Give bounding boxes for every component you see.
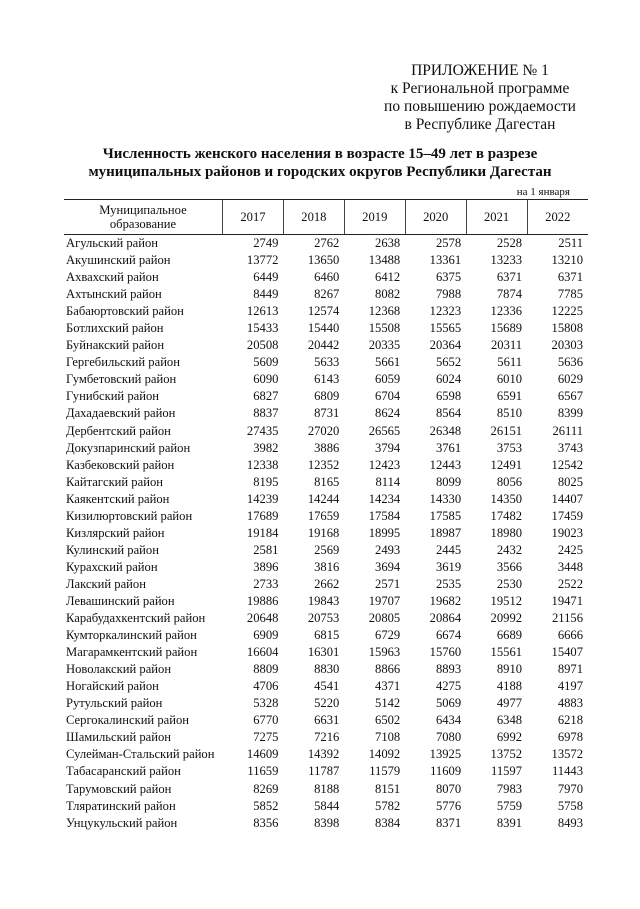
population-value: 19843 — [307, 594, 340, 608]
table-row — [64, 729, 588, 746]
population-value: 2530 — [496, 576, 523, 591]
population-value: 12352 — [307, 457, 340, 472]
population-value: 11443 — [551, 764, 583, 779]
population-value: 6591 — [496, 389, 523, 404]
population-value: 5609 — [253, 355, 279, 370]
population-value: 8564 — [435, 406, 462, 421]
title-line: Численность женского населения в возрасте 15–49 лет в разрезе — [102, 146, 538, 162]
population-value: 8082 — [375, 287, 401, 302]
table-row — [64, 627, 588, 644]
population-value: 8493 — [557, 815, 583, 830]
population-value: 11659 — [247, 764, 279, 779]
population-value: 11787 — [308, 764, 340, 779]
population-value: 2511 — [558, 236, 583, 251]
appendix-line: в Республике Дагестан — [404, 116, 556, 133]
population-value: 5652 — [435, 355, 462, 370]
population-value: 14092 — [368, 747, 401, 762]
population-value: 8025 — [557, 474, 583, 489]
population-value: 3982 — [253, 440, 279, 455]
population-value: 2569 — [314, 542, 340, 557]
population-value: 6449 — [253, 270, 279, 285]
population-value: 4275 — [435, 679, 462, 694]
population-value: 21156 — [551, 611, 583, 626]
population-value: 2733 — [253, 576, 279, 591]
population-value: 8391 — [496, 815, 523, 830]
population-value: 26348 — [429, 423, 462, 438]
column-header-year: 2018 — [283, 200, 344, 235]
table-row — [64, 405, 588, 422]
table-row — [64, 303, 588, 320]
population-value: 5633 — [314, 355, 340, 370]
table-row — [64, 252, 588, 269]
population-value: 7275 — [253, 730, 279, 745]
municipality-name: Буйнакский район — [66, 338, 165, 353]
population-value: 12574 — [307, 304, 340, 319]
table-row — [64, 388, 588, 405]
table-row — [64, 320, 588, 337]
population-value: 2493 — [375, 542, 401, 557]
population-value: 2571 — [375, 576, 401, 591]
population-value: 12368 — [368, 304, 401, 319]
municipality-name: Ногайский район — [66, 679, 159, 694]
population-value: 15508 — [368, 321, 401, 336]
population-value: 6024 — [435, 372, 462, 387]
municipality-name: Гергебильский район — [66, 355, 180, 370]
municipality-name: Рутульский район — [66, 696, 163, 711]
column-header-year: 2017 — [223, 200, 284, 235]
population-value: 20805 — [368, 611, 401, 626]
population-value: 12542 — [551, 457, 583, 472]
table-row — [64, 508, 588, 525]
population-value: 3743 — [557, 440, 583, 455]
population-value: 8731 — [314, 406, 340, 421]
population-value: 12443 — [429, 457, 462, 472]
date-note: на 1 января — [516, 186, 570, 198]
population-value: 26565 — [368, 423, 401, 438]
municipality-name: Тарумовский район — [66, 781, 172, 796]
population-value: 26151 — [490, 423, 523, 438]
municipality-name: Сулейман-Стальский район — [66, 747, 215, 762]
municipality-name: Левашинский район — [66, 594, 175, 608]
population-value: 2662 — [314, 576, 340, 591]
population-value: 8267 — [314, 287, 340, 302]
population-value: 8165 — [314, 474, 340, 489]
population-value: 15561 — [490, 645, 523, 660]
population-value: 17482 — [490, 508, 523, 523]
population-value: 5328 — [253, 696, 279, 711]
population-value: 3896 — [253, 559, 279, 574]
population-value: 19682 — [429, 594, 462, 608]
population-value: 2425 — [557, 542, 583, 557]
population-value: 2762 — [314, 236, 340, 251]
population-value: 19471 — [551, 594, 583, 608]
municipality-name: Сергокалинский район — [66, 713, 189, 728]
table-row — [64, 593, 588, 610]
population-value: 11579 — [369, 764, 401, 779]
population-value: 7785 — [557, 287, 583, 302]
municipality-name: Акушинский район — [66, 253, 171, 268]
population-value: 2638 — [375, 236, 401, 251]
population-value: 3761 — [435, 440, 462, 455]
table-row — [64, 815, 588, 832]
table-row — [64, 610, 588, 627]
municipality-name: Тляратинский район — [66, 798, 176, 813]
population-value: 7874 — [496, 287, 523, 302]
population-value: 14244 — [307, 491, 340, 506]
population-value: 5220 — [314, 696, 340, 711]
population-value: 7970 — [557, 781, 583, 796]
population-value: 6809 — [314, 389, 340, 404]
municipality-name: Дахадаевский район — [66, 406, 176, 421]
population-value: 8910 — [496, 662, 523, 677]
population-value: 18987 — [429, 525, 462, 540]
population-value: 8809 — [253, 662, 279, 677]
population-value: 8151 — [375, 781, 401, 796]
population-value: 6059 — [375, 372, 401, 387]
table-row — [64, 457, 588, 474]
population-value: 2445 — [435, 542, 462, 557]
population-value: 8449 — [253, 287, 279, 302]
population-value: 6412 — [375, 270, 401, 285]
population-value: 20648 — [246, 611, 279, 626]
population-value: 15808 — [551, 321, 583, 336]
column-header-year: 2022 — [527, 200, 588, 235]
population-value: 5069 — [435, 696, 462, 711]
population-value: 6704 — [375, 389, 401, 404]
population-value: 13210 — [551, 253, 583, 268]
table-row — [64, 763, 588, 780]
population-value: 20753 — [307, 611, 340, 626]
population-value: 8384 — [375, 815, 401, 830]
population-value: 20335 — [368, 338, 401, 353]
population-value: 3566 — [496, 559, 523, 574]
population-value: 17585 — [429, 508, 462, 523]
population-value: 6010 — [496, 372, 523, 387]
municipality-name: Бабаюртовский район — [66, 304, 184, 319]
population-value: 6815 — [314, 628, 340, 643]
population-value: 13572 — [551, 747, 583, 762]
table-row — [64, 678, 588, 695]
population-value: 5759 — [496, 798, 523, 813]
population-value: 13752 — [490, 747, 523, 762]
population-table — [64, 199, 588, 832]
population-value: 4977 — [496, 696, 523, 711]
municipality-name: Курахский район — [66, 559, 158, 574]
municipality-name: Кумторкалинский район — [66, 628, 197, 643]
population-value: 3619 — [435, 559, 462, 574]
population-value: 26111 — [552, 423, 583, 438]
population-value: 4541 — [314, 679, 340, 694]
population-value: 14234 — [368, 491, 401, 506]
population-value: 6218 — [557, 713, 583, 728]
municipality-name: Ахвахский район — [66, 270, 159, 285]
population-value: 8830 — [314, 662, 340, 677]
population-value: 11597 — [491, 764, 523, 779]
population-value: 8893 — [435, 662, 462, 677]
table-row — [64, 337, 588, 354]
table-row — [64, 712, 588, 729]
population-value: 19512 — [490, 594, 523, 608]
population-value: 8371 — [435, 815, 462, 830]
population-value: 6674 — [435, 628, 462, 643]
population-value: 6909 — [253, 628, 279, 643]
municipality-name: Лакский район — [66, 576, 146, 591]
population-value: 7216 — [314, 730, 340, 745]
population-value: 8188 — [314, 781, 340, 796]
population-value: 2522 — [557, 576, 583, 591]
municipality-name: Дербентский район — [66, 423, 171, 438]
population-value: 17689 — [246, 508, 279, 523]
table-row — [64, 746, 588, 763]
population-value: 2528 — [496, 236, 523, 251]
population-value: 8056 — [496, 474, 523, 489]
table-header-row — [64, 200, 588, 235]
municipality-name: Ахтынский район — [66, 287, 162, 302]
population-value: 13488 — [368, 253, 401, 268]
population-value: 3886 — [314, 440, 340, 455]
population-value: 2581 — [253, 542, 279, 557]
municipality-name: Унцукульский район — [66, 815, 178, 830]
population-value: 13650 — [307, 253, 340, 268]
population-value: 4371 — [375, 679, 401, 694]
table-row — [64, 576, 588, 593]
population-value: 12613 — [246, 304, 279, 319]
population-value: 13772 — [246, 253, 279, 268]
population-value: 6143 — [314, 372, 340, 387]
population-value: 8399 — [557, 406, 583, 421]
population-value: 13233 — [490, 253, 523, 268]
table-row — [64, 354, 588, 371]
population-value: 7983 — [496, 781, 523, 796]
table-row — [64, 661, 588, 678]
appendix-heading — [330, 62, 630, 134]
population-value: 5844 — [314, 798, 340, 813]
table-row — [64, 491, 588, 508]
table-row — [64, 371, 588, 388]
population-value: 13361 — [429, 253, 462, 268]
column-header-municipality: Муниципальное образование — [64, 200, 223, 235]
table-row — [64, 798, 588, 815]
municipality-name: Кулинский район — [66, 542, 159, 557]
population-value: 15565 — [429, 321, 462, 336]
table-row — [64, 525, 588, 542]
population-value: 15440 — [307, 321, 340, 336]
population-value: 16301 — [307, 645, 340, 660]
table-row — [64, 286, 588, 303]
population-value: 12336 — [490, 304, 523, 319]
population-value: 2535 — [435, 576, 462, 591]
population-value: 7080 — [435, 730, 462, 745]
population-value: 14330 — [429, 491, 462, 506]
population-value: 5611 — [497, 355, 523, 370]
population-value: 27435 — [246, 423, 279, 438]
population-value: 19168 — [307, 525, 340, 540]
population-value: 5776 — [435, 798, 462, 813]
population-value: 5661 — [375, 355, 401, 370]
population-value: 6770 — [253, 713, 279, 728]
population-value: 20311 — [491, 338, 523, 353]
population-value: 8195 — [253, 474, 279, 489]
population-value: 20864 — [429, 611, 462, 626]
table-row — [64, 474, 588, 491]
table-row — [64, 235, 588, 253]
population-value: 12323 — [429, 304, 462, 319]
population-value: 20364 — [429, 338, 462, 353]
population-value: 8866 — [375, 662, 401, 677]
population-value: 6631 — [314, 713, 340, 728]
population-value: 6348 — [496, 713, 523, 728]
population-value: 7988 — [435, 287, 462, 302]
population-value: 8624 — [375, 406, 401, 421]
population-value: 17459 — [551, 508, 583, 523]
population-value: 3753 — [496, 440, 523, 455]
municipality-name: Агульский район — [66, 236, 159, 251]
population-value: 6598 — [435, 389, 462, 404]
municipality-name: Шамильский район — [66, 730, 172, 745]
municipality-name: Докузпаринский район — [66, 440, 191, 455]
population-value: 19886 — [246, 594, 279, 608]
population-value: 19023 — [551, 525, 583, 540]
population-value: 14239 — [246, 491, 279, 506]
population-value: 15963 — [368, 645, 401, 660]
municipality-name: Магарамкентский район — [66, 645, 198, 660]
population-value: 8837 — [253, 406, 279, 421]
population-value: 14392 — [307, 747, 340, 762]
population-value: 17584 — [368, 508, 401, 523]
population-value: 6371 — [557, 270, 583, 285]
municipality-name: Гунибский район — [66, 389, 159, 404]
population-value: 6502 — [375, 713, 401, 728]
table-row — [64, 423, 588, 440]
population-value: 6567 — [557, 389, 583, 404]
population-value: 12491 — [490, 457, 523, 472]
population-value: 8510 — [496, 406, 523, 421]
municipality-name: Кизлярский район — [66, 525, 165, 540]
population-value: 8356 — [253, 815, 279, 830]
population-value: 8971 — [557, 662, 583, 677]
appendix-line: к Региональной программе — [390, 80, 570, 97]
population-value: 3794 — [375, 440, 401, 455]
column-header-year: 2019 — [344, 200, 405, 235]
population-value: 8398 — [314, 815, 340, 830]
table-row — [64, 542, 588, 559]
population-value: 19184 — [246, 525, 279, 540]
population-value: 5782 — [375, 798, 401, 813]
appendix-line: ПРИЛОЖЕНИЕ № 1 — [411, 62, 549, 79]
population-value: 11609 — [430, 764, 462, 779]
population-value: 6029 — [557, 372, 583, 387]
population-value: 2578 — [435, 236, 462, 251]
population-value: 6729 — [375, 628, 401, 643]
municipality-name: Казбековский район — [66, 457, 175, 472]
population-value: 20508 — [246, 338, 279, 353]
population-value: 18995 — [368, 525, 401, 540]
population-value: 3816 — [314, 559, 340, 574]
population-value: 13925 — [429, 747, 462, 762]
population-value: 4883 — [557, 696, 583, 711]
population-value: 5636 — [557, 355, 583, 370]
table-row — [64, 269, 588, 286]
population-value: 20992 — [490, 611, 523, 626]
table-row — [64, 559, 588, 576]
population-value: 5852 — [253, 798, 279, 813]
population-value: 7108 — [375, 730, 401, 745]
population-value: 6992 — [496, 730, 523, 745]
table-row — [64, 440, 588, 457]
population-value: 6666 — [557, 628, 583, 643]
population-value: 14407 — [551, 491, 583, 506]
population-value: 6460 — [314, 270, 340, 285]
population-value: 15689 — [490, 321, 523, 336]
population-value: 16604 — [246, 645, 279, 660]
population-value: 27020 — [307, 423, 340, 438]
population-value: 3694 — [375, 559, 401, 574]
population-value: 6371 — [496, 270, 523, 285]
population-value: 4197 — [557, 679, 583, 694]
population-value: 15760 — [429, 645, 462, 660]
population-value: 12423 — [368, 457, 401, 472]
population-value: 18980 — [490, 525, 523, 540]
table-row — [64, 644, 588, 661]
title-line: муниципальных районов и городских округов Республики Дагестан — [88, 164, 552, 180]
population-value: 8269 — [253, 781, 279, 796]
population-value: 6434 — [435, 713, 462, 728]
population-value: 2432 — [496, 542, 523, 557]
population-value: 15407 — [551, 645, 583, 660]
table-row — [64, 695, 588, 712]
population-value: 12225 — [551, 304, 583, 319]
municipality-name: Табасаранский район — [66, 764, 181, 779]
municipality-name: Карабудахкентский район — [66, 611, 206, 626]
population-value: 4188 — [496, 679, 523, 694]
population-value: 15433 — [246, 321, 279, 336]
population-value: 6827 — [253, 389, 279, 404]
municipality-name: Гумбетовский район — [66, 372, 177, 387]
population-value: 14609 — [246, 747, 279, 762]
population-value: 6978 — [557, 730, 583, 745]
municipality-name: Кизилюртовский район — [66, 508, 193, 523]
municipality-name: Ботлихский район — [66, 321, 164, 336]
population-value: 17659 — [307, 508, 340, 523]
population-value: 8099 — [435, 474, 462, 489]
population-value: 8070 — [435, 781, 462, 796]
column-header-year: 2020 — [405, 200, 466, 235]
municipality-name: Каякентский район — [66, 491, 170, 506]
population-value: 19707 — [368, 594, 401, 608]
population-value: 2749 — [253, 236, 279, 251]
table-body — [64, 235, 588, 832]
municipality-name: Кайтагский район — [66, 474, 163, 489]
population-value: 6689 — [496, 628, 523, 643]
document-title — [60, 145, 580, 181]
population-value: 6090 — [253, 372, 279, 387]
population-value: 20303 — [551, 338, 583, 353]
population-value: 3448 — [557, 559, 583, 574]
population-value: 5142 — [375, 696, 401, 711]
population-value: 12338 — [246, 457, 279, 472]
population-value: 8114 — [375, 474, 401, 489]
population-value: 5758 — [557, 798, 583, 813]
table-row — [64, 781, 588, 798]
population-value: 20442 — [307, 338, 340, 353]
population-value: 6375 — [435, 270, 462, 285]
column-header-year: 2021 — [466, 200, 527, 235]
municipality-name: Новолакский район — [66, 662, 172, 677]
population-value: 14350 — [490, 491, 523, 506]
appendix-line: по повышению рождаемости — [384, 98, 576, 115]
population-value: 4706 — [253, 679, 279, 694]
